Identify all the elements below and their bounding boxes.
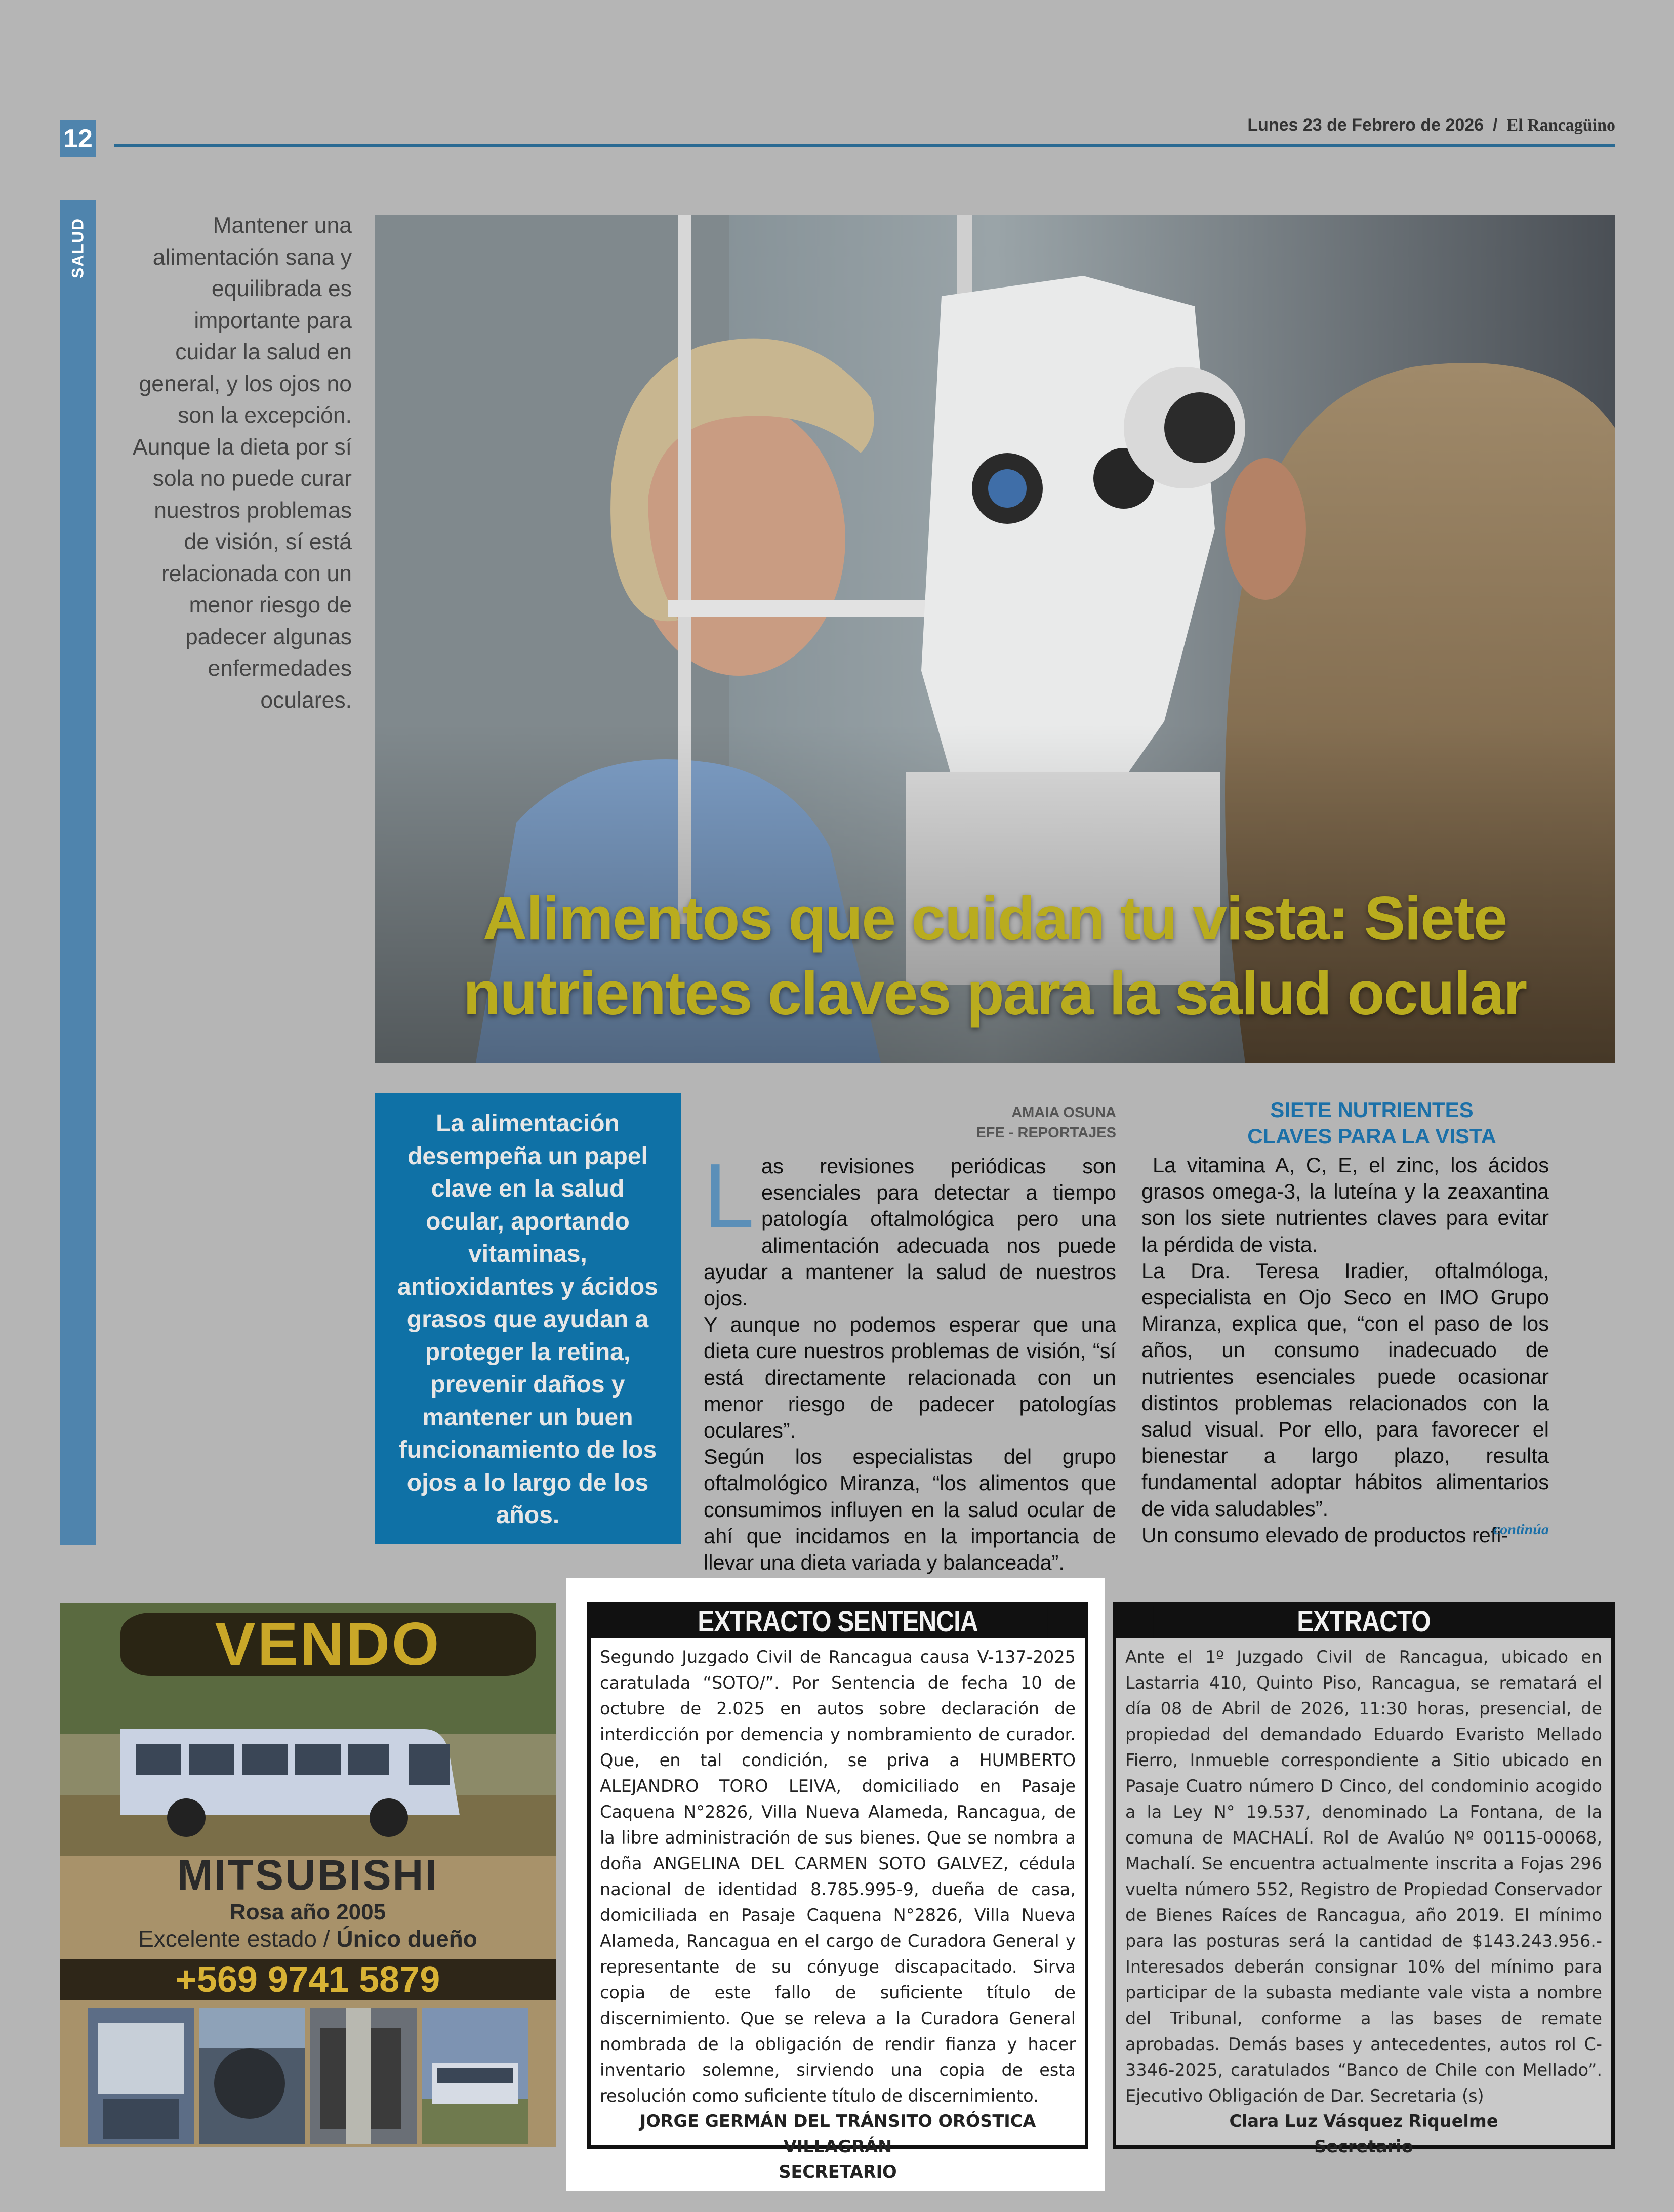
- subheading-line: CLAVES PARA LA VISTA: [1247, 1124, 1496, 1148]
- notice-role: SECRETARIO: [779, 2162, 897, 2182]
- notice-title: EXTRACTO: [1153, 1606, 1574, 1638]
- legal-notice-sentencia: [587, 1602, 1088, 2182]
- notice-role: Secretario: [1314, 2137, 1413, 2156]
- ad-title: VENDO: [120, 1613, 536, 1676]
- byline-author: AMAIA OSUNA: [1011, 1104, 1116, 1121]
- ad-condition-bold: Único dueño: [336, 1926, 477, 1952]
- article-column-1: [704, 1145, 1116, 1576]
- header-rule: [114, 144, 1615, 147]
- notice-signer: Clara Luz Vásquez Riquelme: [1229, 2111, 1498, 2131]
- paragraph: Y aunque no podemos esperar que una dieta cure nuestros problemas de visión, “sí está directamente relacionada con un menor riesgo de padecer patologías oculares”.: [704, 1313, 1116, 1443]
- subheading-line: SIETE NUTRIENTES: [1270, 1098, 1474, 1122]
- ad-thumbnail: [422, 2008, 528, 2144]
- issue-date: Lunes 23 de Febrero de 2026: [1247, 115, 1484, 135]
- notice-signer: JORGE GERMÁN DEL TRÁNSITO ORÓSTICA VILLAGRÁN: [639, 2111, 1036, 2156]
- page-number: 12: [60, 120, 96, 157]
- ad-thumbnail: [88, 2008, 194, 2144]
- legal-notice-extracto: [1113, 1602, 1615, 2156]
- byline-agency: EFE - REPORTAJES: [976, 1125, 1116, 1141]
- section-label: [60, 213, 96, 283]
- subheading: [1141, 1097, 1602, 1150]
- notice-body: Ante el 1º Juzgado Civil de Rancagua, ubicado en Lastarria 410, Quinto Piso, Rancagua, se rematará el día 08 de Abril de 2026, 11:30 horas, presencial, de propiedad del demandado Eduardo Evaristo Mellado Fierro, Inmueble correspondiente a Sitio ubicado en Pasaje Cuatro número D Cinco, del condominio acogido a la Ley N° 19.537, denominado La Fontana, de la comuna de MACHALÍ. Rol de Avalúo Nº 00115-00068, Machalí. Se encuentra actualmente inscrita a Fojas 296 vuelta número 552, Registro de Propiedad Conservador de Bienes Raíces de Rancagua, año 2019. El mínimo para las posturas será la cantidad de $143.243.956.- Interesados deberán consignar 10% del mínimo para participar de la subasta mediante vale vista a nombre del Tribunal, conforme a las bases de remate aprobadas. Demás bases y antecedentes, autos rol C-3346-2025, caratulados “Banco de Chile con Mellado”. Ejecutivo Obligación de Dar. Secretaria (s): [1125, 1647, 1602, 2106]
- classified-ad: [60, 1603, 556, 2147]
- notice-title-bar: [1116, 1606, 1611, 1638]
- ad-condition-text: Excelente estado /: [138, 1926, 337, 1952]
- paragraph: Según los especialistas del grupo oftalmológico Miranza, “los alimentos que consumimos influyen en la salud ocular de ahí que incidamos en la importancia de llevar una dieta variada y balanceada”.: [704, 1445, 1116, 1575]
- ad-condition: [60, 1925, 556, 1952]
- headline: Alimentos que cuidan tu vista: Siete nutrientes claves para la salud ocular: [463, 884, 1527, 1028]
- continues-label: continúa: [1493, 1521, 1549, 1538]
- ad-model: Rosa año 2005: [229, 1900, 386, 1924]
- header-separator: /: [1493, 115, 1498, 135]
- header-dateline: [1247, 115, 1615, 135]
- notice-title: EXTRACTO SENTENCIA: [628, 1606, 1048, 1638]
- pull-quote: La alimentación desempeña un papel clave en la salud ocular, aportando vitaminas, antioxidantes y ácidos grasos que ayudan a proteger la retina, prevenir daños y mantener un buen funcionamiento de los ojos a lo largo de los años.: [375, 1093, 681, 1544]
- ad-thumbnail: [199, 2008, 305, 2144]
- ad-thumbnail: [310, 2008, 417, 2144]
- paragraph: La Dra. Teresa Iradier, oftalmóloga, especialista en Ojo Seco en IMO Grupo Miranza, explica que, “con el paso de los años, un consumo inadecuado de nutrientes esenciales puede ocasionar distintos problemas relacionados con la salud visual. Por ello, para favorecer el bienestar a largo plazo, resulta fundamental adoptar hábitos alimentarios de vida saludables”.: [1141, 1258, 1549, 1521]
- paragraph: Un consumo elevado de productos refi-: [1141, 1523, 1508, 1547]
- ad-brand: MITSUBISHI: [177, 1851, 438, 1899]
- ad-phone: +569 9741 5879: [60, 1959, 556, 2000]
- byline: [704, 1102, 1116, 1143]
- section-name: SALUD: [68, 217, 87, 279]
- drop-cap: L: [704, 1145, 755, 1247]
- paragraph: as revisiones periódicas son esenciales para detectar a tiempo patología oftalmológica pero una alimentación adecuada nos puede ayudar a mantener la salud de nuestros ojos.: [704, 1154, 1116, 1310]
- newspaper-name: El Rancagüino: [1506, 116, 1615, 135]
- intro-deck: Mantener una alimentación sana y equilibrada es importante para cuidar la salud en general, y los ojos no son la excepción. Aunque la dieta por sí sola no puede curar nuestros problemas de visión, sí está relacionada con un menor riesgo de padecer algunas enfermedades oculares.: [133, 213, 352, 713]
- section-bar: [60, 200, 96, 1545]
- article-column-2: [1141, 1152, 1549, 1548]
- notice-title-bar: [591, 1606, 1085, 1638]
- paragraph: La vitamina A, C, E, el zinc, los ácidos grasos omega-3, la luteína y la zeaxantina son los siete nutrientes claves para evitar la pérdida de vista.: [1141, 1153, 1549, 1256]
- notice-body: Segundo Juzgado Civil de Rancagua causa V-137-2025 caratulada “SOTO/”. Por Sentencia de fecha 10 de octubre de 2.025 en autos sobre declaración de interdicción por demencia y nombramiento de curador. Que, en tal condición, se priva a HUMBERTO ALEJANDRO TORO LEIVA, domiciliado en Pasaje Caquena N°2826, Villa Nueva Alameda, Rancagua, de la libre administración de sus bienes. Que se nombra a doña ANGELINA DEL CARMEN SOTO GALVEZ, cédula nacional de identidad 8.785.995-9, dueña de casa, domiciliada en Pasaje Caquena N°2826, Villa Nueva Alameda, Rancagua en el cargo de Curadora General y representante de su cónyuge discapacitado. Sirva copia de este fallo de suficiente título de discernimiento. Que se releva a la Curadora General nombrada de la obligación de rendir fianza y hacer inventario solemne, sirviendo una copia de esta resolución como suficiente título de discernimiento.: [600, 1647, 1076, 2106]
